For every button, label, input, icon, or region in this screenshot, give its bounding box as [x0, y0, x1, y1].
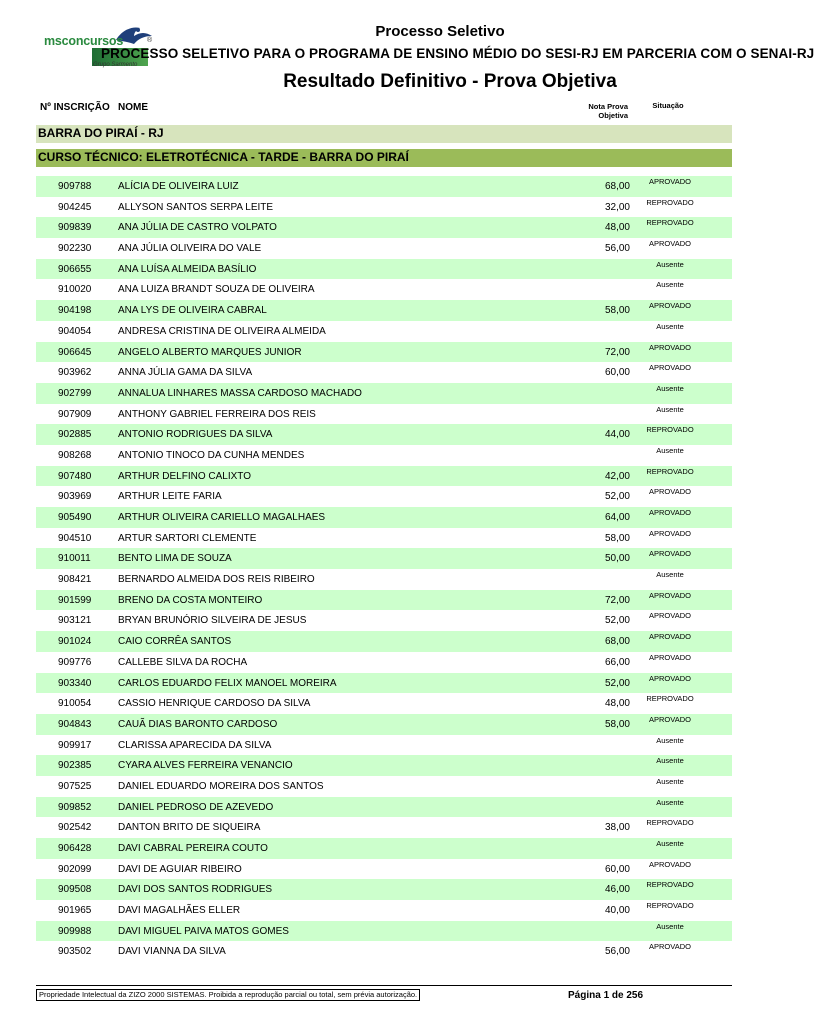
row-nome: ANTONIO TINOCO DA CUNHA MENDES	[118, 449, 305, 461]
table-row	[36, 486, 732, 507]
row-inscricao: 904843	[58, 718, 92, 730]
row-nome: CASSIO HENRIQUE CARDOSO DA SILVA	[118, 698, 311, 710]
row-nome: ARTHUR DELFINO CALIXTO	[118, 470, 251, 482]
row-nome: BERNARDO ALMEIDA DOS REIS RIBEIRO	[118, 574, 315, 586]
row-situacao: Ausente	[656, 259, 684, 269]
course-band	[36, 149, 732, 167]
row-nota: 72,00	[604, 594, 630, 606]
table-row	[36, 548, 732, 569]
city-label: BARRA DO PIRAÍ - RJ	[38, 126, 164, 140]
table-row	[36, 238, 732, 259]
row-situacao: APROVADO	[649, 487, 691, 497]
row-nome: DAVI DE AGUIAR RIBEIRO	[118, 863, 242, 875]
row-situacao: REPROVADO	[646, 218, 694, 228]
row-nome: DAVI CABRAL PEREIRA COUTO	[118, 843, 268, 854]
row-nota: 58,00	[604, 532, 630, 544]
table-row	[36, 197, 732, 218]
page-title: Processo Seletivo	[375, 23, 505, 40]
row-situacao: Ausente	[656, 921, 684, 931]
row-nota: 52,00	[604, 491, 630, 503]
row-inscricao: 910054	[58, 698, 92, 710]
row-situacao: Ausente	[656, 383, 684, 393]
row-inscricao: 901965	[58, 905, 92, 917]
row-nome: DAVI MIGUEL PAIVA MATOS GOMES	[118, 925, 289, 937]
row-inscricao: 904245	[58, 201, 92, 213]
row-situacao: Ausente	[656, 321, 684, 331]
table-row	[36, 445, 732, 466]
col-header-nota-line2: Objetiva	[598, 111, 628, 120]
footer-copyright: Propriedade Intelectual da ZIZO 2000 SISTEMAS. Proibida a reprodução parcial ou total, sem prévia autorização.	[36, 989, 420, 1001]
row-nome: ANA LUIZA BRANDT SOUZA DE OLIVEIRA	[118, 284, 315, 296]
row-nome: CAIO CORRÊA SANTOS	[118, 636, 232, 648]
row-inscricao: 904198	[58, 305, 92, 317]
table-row	[36, 652, 732, 673]
row-situacao: Ausente	[656, 735, 684, 745]
table-row	[36, 507, 732, 528]
row-nome: DAVI DOS SANTOS RODRIGUES	[118, 884, 273, 896]
row-situacao: APROVADO	[649, 239, 691, 249]
row-nota: 68,00	[604, 181, 630, 192]
row-nome: ANGELO ALBERTO MARQUES JUNIOR	[118, 346, 302, 358]
row-situacao: Ausente	[656, 756, 684, 766]
row-situacao: Ausente	[656, 797, 684, 807]
row-nome: ANA JÚLIA OLIVEIRA DO VALE	[118, 243, 262, 255]
row-inscricao: 903962	[58, 367, 92, 379]
row-inscricao: 907480	[58, 470, 92, 482]
row-nota: 40,00	[604, 905, 630, 917]
row-inscricao: 904054	[58, 325, 92, 337]
row-nome: DAVI VIANNA DA SILVA	[118, 946, 226, 958]
col-header-nota	[560, 102, 628, 120]
row-nota: 58,00	[604, 305, 630, 317]
row-inscricao: 902230	[58, 243, 92, 255]
table-row	[36, 590, 732, 611]
row-nome: ARTUR SARTORI CLEMENTE	[118, 532, 257, 544]
col-header-nota-line1: Nota Prova	[588, 102, 628, 111]
row-nome: ANA JÚLIA DE CASTRO VOLPATO	[118, 222, 277, 234]
table-row	[36, 735, 732, 756]
row-inscricao: 909917	[58, 739, 92, 751]
table-row	[36, 259, 732, 280]
row-nome: DANTON BRITO DE SIQUEIRA	[118, 822, 261, 834]
row-inscricao: 903502	[58, 946, 92, 958]
row-inscricao: 902385	[58, 760, 92, 772]
row-inscricao: 909988	[58, 925, 92, 937]
logo-brand: msconcursos	[44, 34, 124, 48]
logo-subtitle: Grupo Sarmento	[93, 62, 138, 68]
row-nome: ALLYSON SANTOS SERPA LEITE	[118, 201, 274, 213]
table-row	[36, 776, 732, 797]
row-situacao: REPROVADO	[646, 425, 694, 435]
table-row	[36, 879, 732, 900]
subtitle-clip	[101, 46, 814, 61]
result-heading: Resultado Definitivo - Prova Objetiva	[283, 71, 617, 92]
row-inscricao: 904510	[58, 532, 92, 544]
row-nota: 38,00	[604, 822, 630, 834]
row-nome: ARTHUR LEITE FARIA	[118, 491, 222, 503]
row-situacao: Ausente	[656, 404, 684, 414]
row-nome: ANNA JÚLIA GAMA DA SILVA	[118, 367, 253, 379]
table-row	[36, 859, 732, 880]
row-nota: 46,00	[604, 884, 630, 896]
row-nome: ALÍCIA DE OLIVEIRA LUIZ	[118, 181, 239, 192]
row-nome: ANA LYS DE OLIVEIRA CABRAL	[118, 305, 267, 317]
row-situacao: APROVADO	[649, 611, 691, 621]
col-header-situacao: Situação	[652, 101, 684, 110]
row-situacao: Ausente	[656, 280, 684, 290]
row-situacao: APROVADO	[649, 508, 691, 517]
row-nome: ANA LUÍSA ALMEIDA BASÍLIO	[118, 263, 257, 275]
table-row	[36, 838, 732, 859]
row-situacao: REPROVADO	[646, 694, 694, 704]
row-situacao: APROVADO	[649, 363, 691, 373]
row-situacao: APROVADO	[649, 177, 691, 186]
row-nome: CYARA ALVES FERREIRA VENANCIO	[118, 760, 293, 772]
row-nota: 48,00	[604, 222, 630, 234]
logo-registered-mark: ®	[147, 37, 153, 44]
row-nota: 56,00	[604, 243, 630, 255]
row-nome: CAUÃ DIAS BARONTO CARDOSO	[118, 718, 278, 730]
table-row	[36, 217, 732, 238]
row-nome: ANTONIO RODRIGUES DA SILVA	[118, 429, 273, 441]
row-situacao: APROVADO	[649, 673, 691, 683]
row-nota: 48,00	[604, 698, 630, 710]
row-situacao: Ausente	[656, 570, 684, 580]
row-inscricao: 903340	[58, 677, 92, 689]
row-inscricao: 909788	[58, 181, 92, 192]
row-nota: 56,00	[604, 946, 630, 958]
table-row	[36, 383, 732, 404]
row-nome: CARLOS EDUARDO FELIX MANOEL MOREIRA	[118, 677, 337, 689]
page-number: Página 1 de 256	[568, 990, 644, 1001]
row-situacao: Ausente	[656, 445, 684, 455]
row-situacao: APROVADO	[649, 859, 691, 869]
row-situacao: REPROVADO	[646, 197, 694, 207]
row-nome: ARTHUR OLIVEIRA CARIELLO MAGALHAES	[118, 512, 326, 523]
table-row	[36, 693, 732, 714]
table-row	[36, 569, 732, 590]
row-inscricao: 910020	[58, 284, 92, 296]
row-situacao: REPROVADO	[646, 880, 694, 890]
row-nome: BENTO LIMA DE SOUZA	[118, 553, 232, 565]
row-inscricao: 901599	[58, 594, 92, 606]
row-nota: 66,00	[604, 656, 630, 668]
table-row	[36, 321, 732, 342]
row-nota: 58,00	[604, 718, 630, 730]
row-nome: DANIEL EDUARDO MOREIRA DOS SANTOS	[118, 780, 324, 792]
row-nome: CALLEBE SILVA DA ROCHA	[118, 656, 248, 668]
footer-divider	[36, 985, 732, 986]
row-nota: 52,00	[604, 677, 630, 689]
row-situacao: APROVADO	[649, 942, 691, 952]
row-nome: BRYAN BRUNÓRIO SILVEIRA DE JESUS	[118, 615, 307, 627]
row-situacao: APROVADO	[649, 528, 691, 538]
row-inscricao: 907525	[58, 780, 92, 792]
row-inscricao: 903121	[58, 615, 92, 627]
results-table	[36, 176, 732, 962]
row-inscricao: 908421	[58, 574, 92, 586]
table-row	[36, 300, 732, 321]
row-inscricao: 902099	[58, 863, 92, 875]
table-row	[36, 921, 732, 942]
row-situacao: APROVADO	[649, 549, 691, 559]
row-inscricao: 906655	[58, 263, 92, 275]
row-inscricao: 910011	[58, 553, 91, 565]
row-situacao: APROVADO	[649, 632, 691, 642]
row-nota: 60,00	[604, 863, 630, 875]
row-situacao: Ausente	[656, 839, 684, 848]
table-row	[36, 797, 732, 818]
row-inscricao: 909776	[58, 656, 92, 668]
table-row	[36, 176, 732, 197]
row-inscricao: 905490	[58, 512, 92, 523]
col-header-nome: NOME	[118, 102, 148, 113]
row-nota: 42,00	[604, 470, 630, 482]
table-row	[36, 362, 732, 383]
table-row	[36, 404, 732, 425]
table-row	[36, 466, 732, 487]
table-row	[36, 900, 732, 921]
row-nome: CLARISSA APARECIDA DA SILVA	[118, 739, 272, 751]
row-situacao: APROVADO	[649, 652, 691, 662]
row-nome: ANTHONY GABRIEL FERREIRA DOS REIS	[118, 408, 316, 420]
row-nota: 50,00	[604, 553, 630, 565]
row-nota: 64,00	[604, 512, 630, 523]
row-inscricao: 907909	[58, 408, 92, 420]
row-nota: 68,00	[604, 636, 630, 648]
row-inscricao: 909852	[58, 801, 92, 813]
row-inscricao: 901024	[58, 636, 92, 648]
row-situacao: APROVADO	[649, 590, 691, 600]
table-row	[36, 631, 732, 652]
row-nota: 44,00	[604, 429, 630, 441]
row-inscricao: 908268	[58, 449, 92, 461]
row-inscricao: 909508	[58, 884, 92, 896]
city-band	[36, 125, 732, 143]
row-situacao: REPROVADO	[646, 901, 694, 911]
table-row	[36, 941, 732, 962]
row-nome: BRENO DA COSTA MONTEIRO	[118, 594, 263, 606]
row-nome: DAVI MAGALHÃES ELLER	[118, 905, 241, 917]
row-nome: DANIEL PEDROSO DE AZEVEDO	[118, 801, 274, 813]
row-situacao: REPROVADO	[646, 466, 694, 476]
row-nota: 60,00	[604, 367, 630, 379]
course-label: CURSO TÉCNICO: ELETROTÉCNICA - TARDE - BARRA DO PIRAÍ	[38, 150, 409, 164]
table-row	[36, 714, 732, 735]
table-row	[36, 673, 732, 694]
row-situacao: Ausente	[656, 776, 684, 786]
row-nome: ANNALUA LINHARES MASSA CARDOSO MACHADO	[118, 387, 362, 399]
row-inscricao: 902885	[58, 429, 92, 441]
table-row	[36, 279, 732, 300]
table-row	[36, 755, 732, 776]
row-nota: 72,00	[604, 346, 630, 358]
table-row	[36, 342, 732, 363]
page-subtitle: PROCESSO SELETIVO PARA O PROGRAMA DE ENSINO MÉDIO DO SESI-RJ EM PARCERIA COM O SENAI-RJ	[101, 46, 814, 61]
col-header-inscricao: Nº INSCRIÇÃO	[40, 102, 110, 113]
table-row	[36, 528, 732, 549]
row-inscricao: 906645	[58, 346, 92, 358]
row-situacao: REPROVADO	[646, 818, 694, 828]
table-row	[36, 424, 732, 445]
row-situacao: APROVADO	[649, 301, 691, 311]
row-situacao: APROVADO	[649, 342, 691, 352]
row-inscricao: 906428	[58, 843, 92, 854]
row-inscricao: 902542	[58, 822, 92, 834]
row-nota: 52,00	[604, 615, 630, 627]
table-row	[36, 610, 732, 631]
row-inscricao: 902799	[58, 387, 92, 399]
row-nome: ANDRESA CRISTINA DE OLIVEIRA ALMEIDA	[118, 325, 326, 337]
row-inscricao: 903969	[58, 491, 92, 503]
table-row	[36, 817, 732, 838]
row-situacao: APROVADO	[649, 714, 691, 724]
row-inscricao: 909839	[58, 222, 92, 234]
row-nota: 32,00	[604, 201, 630, 213]
